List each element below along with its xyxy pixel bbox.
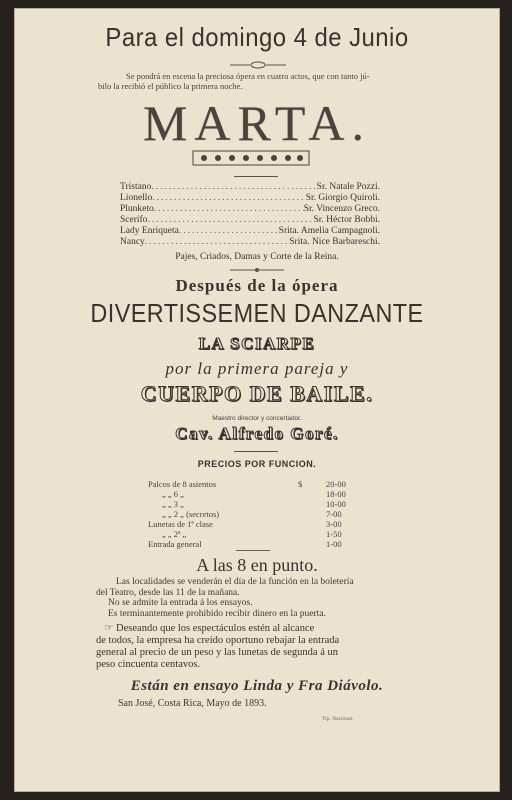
place-and-date: San José, Costa Rica, Mayo de 1893. <box>118 698 267 709</box>
price-label: „ „ 2ª „ <box>162 529 187 539</box>
divider-short-2 <box>234 451 278 452</box>
cast-row <box>120 182 380 193</box>
price-label: „ „ 2 „ (secretos) <box>162 509 220 519</box>
price-value: 7-00 <box>326 509 342 519</box>
note-line-1: Las localidades se venderán el día de la función en la boletería <box>116 577 354 587</box>
cast-row <box>120 226 380 237</box>
price-label: „ „ 3 „ <box>162 499 184 509</box>
cast-role: Tristano <box>120 182 152 192</box>
intro-line-2: bilo la recibió el público la primera noche. <box>98 81 243 91</box>
divider-short-3 <box>236 550 270 551</box>
cast-role: Lady Enriqueta <box>120 226 179 236</box>
director-name: Cav. Alfredo Goré. <box>175 424 339 443</box>
cast-singer: Sr. Héctor Bobbi. <box>313 215 380 225</box>
cast-extra: Pajes, Criados, Damas y Corte de la Reina. <box>175 252 339 262</box>
start-time: A las 8 en punto. <box>196 555 318 575</box>
cast-row <box>120 237 380 248</box>
cast-row <box>120 193 380 204</box>
date-heading: Para el domingo 4 de Junio <box>105 22 409 52</box>
cast-singer: Srita. Amelia Campagnoli. <box>278 226 380 236</box>
cast-singer: Sr. Natale Pozzi. <box>316 182 380 192</box>
price-value: 1-00 <box>326 539 342 549</box>
price-value: 18-00 <box>326 489 346 499</box>
opera-title: MARTA. <box>142 95 372 151</box>
after-opera-heading: Después de la ópera <box>175 276 339 295</box>
prices-heading: PRECIOS POR FUNCION. <box>197 459 317 469</box>
price-value: 20-00 <box>326 479 346 489</box>
playbill-sheet <box>14 8 500 792</box>
cast-row <box>120 215 380 226</box>
note-line-2: del Teatro, desde las 11 de la mañana. <box>96 587 240 598</box>
notice-line-2: de todos, la empresa ha creído oportuno rebajar la entrada <box>96 635 340 646</box>
divider-short-1 <box>234 176 278 177</box>
intro-line-1: Se pondrá en escena la preciosa ópera en cuatro actos, que con tanto jú- <box>126 71 370 81</box>
price-label: Lunetas de 1ª clase <box>148 519 213 529</box>
cast-role: Nancy <box>120 237 145 247</box>
pointing-hand-icon: ☞ <box>104 622 114 634</box>
rehearsal-line: Están en ensayo Linda y Fra Diávolo. <box>130 678 384 694</box>
price-label: Palcos de 8 asientos <box>148 479 217 489</box>
notice-line-4: peso cincuenta centavos. <box>96 659 201 670</box>
intro-text <box>98 71 370 91</box>
cast-role: Scerifo <box>120 215 148 225</box>
divertissement-heading: DIVERTISSEMEN DANZANTE <box>90 298 424 328</box>
ornament-divider-middle <box>230 267 284 273</box>
first-couple-line: por la primera pareja y <box>165 359 349 378</box>
cast-singer: Sr. Giorgio Quiroli. <box>305 193 380 203</box>
director-label: Maestro director y concertador. <box>212 415 302 422</box>
price-value: 10-00 <box>326 499 346 509</box>
sale-notes <box>96 577 354 619</box>
cast-singer: Srita. Nice Barbareschi. <box>289 237 380 247</box>
notice-line-3: general al precio de un peso y las lunetas de segunda á un <box>96 647 338 658</box>
cast-role: Plunketo <box>120 204 154 214</box>
price-value: 3-00 <box>326 519 342 529</box>
printer-credit: Tip. Nacional. <box>322 716 354 722</box>
price-currency: $ <box>298 479 303 489</box>
piece-title: LA SCIARPE <box>198 334 316 353</box>
price-label: Entrada general <box>148 539 202 549</box>
note-line-4: Es terminantemente prohibido recibir dinero en la puerta. <box>108 608 326 619</box>
corps-de-ballet: CUERPO DE BAILE. <box>140 381 374 406</box>
note-line-3: No se admite la entrada á los ensayos. <box>108 598 253 608</box>
notice-line-1: Deseando que los espectáculos estén al alcance <box>116 623 315 634</box>
price-value: 1-50 <box>326 529 342 539</box>
cast-singer: Sr. Vincenzo Greco. <box>303 204 380 214</box>
ornament-divider-top <box>228 60 288 70</box>
price-label: „ „ 6 „ <box>162 489 184 499</box>
cast-role: Lionello <box>120 193 153 203</box>
cast-row <box>120 204 380 215</box>
ornament-block <box>192 149 310 167</box>
price-reduction-notice <box>96 622 339 671</box>
